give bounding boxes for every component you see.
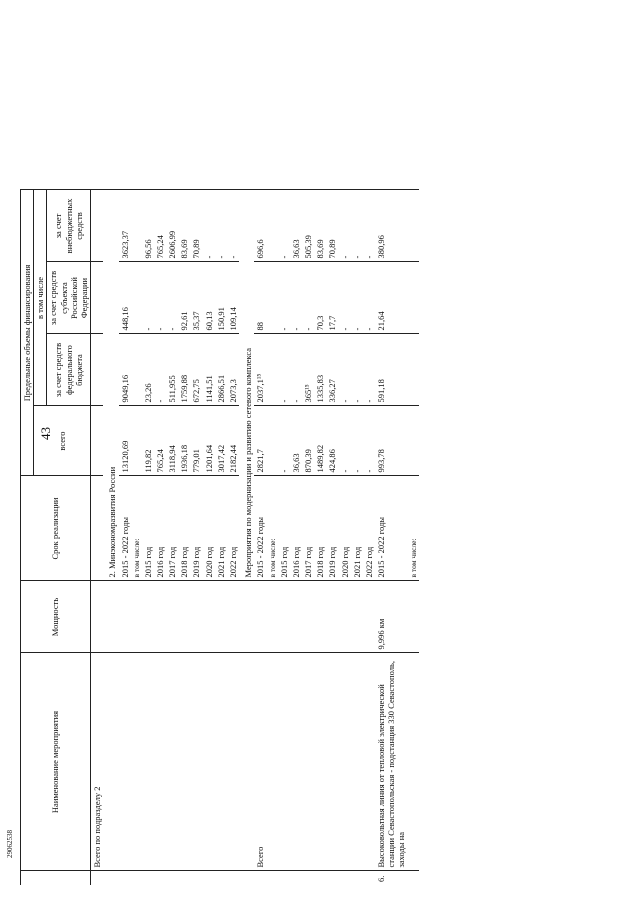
cell-power (227, 581, 239, 653)
cell-total: - (339, 406, 351, 476)
cell-n: 6. (375, 871, 408, 885)
cell-power (302, 581, 314, 653)
header-extra: за счет внебюджетных средств (47, 190, 91, 262)
cell-name (203, 653, 215, 871)
cell-fed: 2866,51 (215, 334, 227, 406)
cell-name (302, 653, 314, 871)
table-row (267, 30, 278, 885)
cell-power (203, 581, 215, 653)
cell-total: 119,82 (142, 406, 154, 476)
cell-reg (131, 262, 142, 334)
cell-name (215, 653, 227, 871)
cell-total: 1489,82 (314, 406, 326, 476)
cell-fed: 1335,83 (314, 334, 326, 406)
cell-total: 2182,44 (227, 406, 239, 476)
cell-name (290, 653, 302, 871)
row-spacer (178, 30, 190, 190)
cell-ext: 380,96 (375, 190, 408, 262)
cell-n (103, 871, 118, 885)
cell-power (178, 581, 190, 653)
cell-name (119, 653, 131, 871)
cell-reg: - (278, 262, 290, 334)
table-row (131, 30, 142, 885)
table-row (302, 30, 314, 885)
cell-term: 2018 год (178, 476, 190, 581)
cell-power (254, 581, 266, 653)
cell-ext: 83,69 (314, 190, 326, 262)
cell-name (166, 653, 178, 871)
cell-reg (267, 262, 278, 334)
cell-term: 2019 год (326, 476, 338, 581)
row-spacer (351, 30, 363, 190)
cell-n (119, 871, 131, 885)
cell-reg (91, 262, 104, 334)
cell-term: 2. Минэкономразвития России (103, 190, 118, 581)
cell-total: 779,01 (190, 406, 202, 476)
cell-power (278, 581, 290, 653)
table-row (178, 30, 190, 885)
footer-code: 29062538 (6, 830, 14, 858)
cell-power (363, 581, 375, 653)
table-body (91, 30, 419, 885)
financing-table (20, 30, 419, 885)
cell-fed: - (339, 334, 351, 406)
header-power: Мощность (21, 581, 91, 653)
cell-ext: - (227, 190, 239, 262)
cell-power (239, 581, 254, 653)
cell-power: 9,996 км (375, 581, 408, 653)
row-spacer (203, 30, 215, 190)
cell-ext: 765,24 (154, 190, 166, 262)
cell-fed: 2073,3 (227, 334, 239, 406)
table-row (408, 30, 419, 885)
cell-power (314, 581, 326, 653)
cell-name (314, 653, 326, 871)
cell-n (363, 871, 375, 885)
cell-n (131, 871, 142, 885)
table-row (215, 30, 227, 885)
cell-fed: - (351, 334, 363, 406)
cell-reg: 150,91 (215, 262, 227, 334)
row-spacer (254, 30, 266, 190)
cell-term: 2017 год (166, 476, 178, 581)
cell-reg: 17,7 (326, 262, 338, 334)
cell-fed (408, 334, 419, 406)
header-term: Срок реализации (21, 476, 91, 581)
cell-reg: - (142, 262, 154, 334)
cell-ext (91, 190, 104, 262)
cell-fed: 336,27 (326, 334, 338, 406)
table-row (290, 30, 302, 885)
table-row (326, 30, 338, 885)
cell-power (91, 581, 104, 653)
table-row (339, 30, 351, 885)
cell-n (314, 871, 326, 885)
cell-term: 2022 год (227, 476, 239, 581)
cell-ext: 2606,99 (166, 190, 178, 262)
cell-ext: 505,39 (302, 190, 314, 262)
cell-power (166, 581, 178, 653)
cell-fed (131, 334, 142, 406)
cell-fed: 23,26 (142, 334, 154, 406)
cell-power (408, 581, 419, 653)
row-spacer (119, 30, 131, 190)
cell-fed: 365¹⁵ (302, 334, 314, 406)
cell-name (363, 653, 375, 871)
cell-power (339, 581, 351, 653)
row-spacer (290, 30, 302, 190)
header-incl: в том числе (34, 190, 47, 406)
cell-name (239, 653, 254, 871)
row-spacer (91, 30, 104, 190)
table-row (239, 30, 254, 885)
cell-name (142, 653, 154, 871)
cell-name: Всего по подразделу 2 (91, 653, 104, 871)
cell-reg: 21,64 (375, 262, 408, 334)
cell-n (290, 871, 302, 885)
cell-n (203, 871, 215, 885)
cell-term (91, 476, 104, 581)
table-row (351, 30, 363, 885)
table-row (166, 30, 178, 885)
cell-name (267, 653, 278, 871)
cell-name: Высоковольтная линия от тепловой электрической станции Севастопольская - подстанция 330 Севастополь, заходы на (375, 653, 408, 871)
cell-reg: - (290, 262, 302, 334)
cell-term: 2018 год (314, 476, 326, 581)
header-limits: Предельные объемы финансирования (21, 190, 34, 476)
table-row (91, 30, 104, 885)
table-row (154, 30, 166, 885)
header-federal: за счет средств федерального бюджета (47, 334, 91, 406)
row-spacer (142, 30, 154, 190)
cell-n (154, 871, 166, 885)
cell-fed: 672,75 (190, 334, 202, 406)
cell-n (326, 871, 338, 885)
cell-name (131, 653, 142, 871)
header-regional: за счет средств субъекта Российской Федерации (47, 262, 91, 334)
cell-ext: - (215, 190, 227, 262)
table-row (375, 30, 408, 885)
cell-reg: 60,13 (203, 262, 215, 334)
cell-fed: - (290, 334, 302, 406)
cell-name (326, 653, 338, 871)
cell-term: 2020 год (339, 476, 351, 581)
cell-term: 2019 год (190, 476, 202, 581)
cell-n (339, 871, 351, 885)
cell-reg: - (302, 262, 314, 334)
cell-fed: 1141,51 (203, 334, 215, 406)
cell-ext: 96,56 (142, 190, 154, 262)
table-row (314, 30, 326, 885)
cell-n (254, 871, 266, 885)
cell-term: 2021 год (215, 476, 227, 581)
cell-reg: 70,3 (314, 262, 326, 334)
row-spacer (154, 30, 166, 190)
header-name: Наименование мероприятия (21, 653, 91, 871)
cell-term: 2015 год (278, 476, 290, 581)
cell-ext (267, 190, 278, 262)
header-total: всего (34, 406, 91, 476)
cell-total: - (351, 406, 363, 476)
row-spacer (239, 30, 254, 190)
cell-power (215, 581, 227, 653)
page-number: 43 (38, 427, 53, 440)
cell-fed: 9049,16 (119, 334, 131, 406)
cell-total (91, 406, 104, 476)
cell-reg (408, 262, 419, 334)
cell-name (227, 653, 239, 871)
row-spacer (278, 30, 290, 190)
cell-term: в том числе: (131, 476, 142, 581)
cell-reg: 92,61 (178, 262, 190, 334)
cell-ext: 83,69 (178, 190, 190, 262)
row-spacer (314, 30, 326, 190)
cell-total: - (278, 406, 290, 476)
table-row (278, 30, 290, 885)
cell-term: 2021 год (351, 476, 363, 581)
cell-power (326, 581, 338, 653)
cell-n (239, 871, 254, 885)
cell-n (227, 871, 239, 885)
cell-reg: 109,14 (227, 262, 239, 334)
cell-power (142, 581, 154, 653)
cell-term: 2015 год (142, 476, 154, 581)
cell-term: Мероприятия по модернизации и развитию сетевого комплекса (239, 190, 254, 581)
row-spacer (103, 30, 118, 190)
cell-total: 3118,94 (166, 406, 178, 476)
cell-total: 765,24 (154, 406, 166, 476)
cell-total: 993,78 (375, 406, 408, 476)
rotated-table-area (20, 25, 620, 885)
cell-term: 2020 год (203, 476, 215, 581)
cell-ext: - (351, 190, 363, 262)
cell-name (154, 653, 166, 871)
cell-power (290, 581, 302, 653)
row-spacer (302, 30, 314, 190)
cell-n (408, 871, 419, 885)
cell-power (119, 581, 131, 653)
cell-name: Всего (254, 653, 266, 871)
table-row (203, 30, 215, 885)
table-row (363, 30, 375, 885)
cell-power (267, 581, 278, 653)
cell-total: 1201,64 (203, 406, 215, 476)
cell-term: 2022 год (363, 476, 375, 581)
cell-reg: 88 (254, 262, 266, 334)
cell-name (278, 653, 290, 871)
row-spacer (215, 30, 227, 190)
cell-ext: 3623,37 (119, 190, 131, 262)
table-row (119, 30, 131, 885)
cell-name (190, 653, 202, 871)
cell-n (190, 871, 202, 885)
cell-term: 2015 - 2022 годы (254, 476, 266, 581)
cell-reg: - (351, 262, 363, 334)
cell-term: 2016 год (154, 476, 166, 581)
cell-n (302, 871, 314, 885)
cell-ext (408, 190, 419, 262)
row-spacer (190, 30, 202, 190)
row-spacer (267, 30, 278, 190)
cell-reg: 35,37 (190, 262, 202, 334)
cell-n (278, 871, 290, 885)
cell-n (166, 871, 178, 885)
cell-total (408, 406, 419, 476)
row-spacer (375, 30, 408, 190)
cell-name (408, 653, 419, 871)
cell-fed: 2037,1¹⁵ (254, 334, 266, 406)
cell-ext: 70,89 (326, 190, 338, 262)
cell-term: 2015 - 2022 годы (119, 476, 131, 581)
row-spacer (227, 30, 239, 190)
row-spacer (166, 30, 178, 190)
row-spacer (326, 30, 338, 190)
cell-term: в том числе: (267, 476, 278, 581)
cell-reg: - (166, 262, 178, 334)
cell-fed: - (154, 334, 166, 406)
table-row (103, 30, 118, 885)
cell-ext: - (278, 190, 290, 262)
cell-ext: 696,6 (254, 190, 266, 262)
cell-reg: 448,16 (119, 262, 131, 334)
cell-total: 1936,18 (178, 406, 190, 476)
cell-total: 13120,69 (119, 406, 131, 476)
cell-name (178, 653, 190, 871)
table-row (142, 30, 154, 885)
cell-total: 36,63 (290, 406, 302, 476)
cell-total: 870,39 (302, 406, 314, 476)
table-row (227, 30, 239, 885)
cell-name (351, 653, 363, 871)
cell-fed (91, 334, 104, 406)
cell-total: - (363, 406, 375, 476)
cell-term: 2015 - 2022 годы (375, 476, 408, 581)
cell-n (142, 871, 154, 885)
cell-name (103, 653, 118, 871)
cell-total: 3017,42 (215, 406, 227, 476)
cell-ext (131, 190, 142, 262)
cell-fed: 511,955 (166, 334, 178, 406)
cell-n (267, 871, 278, 885)
cell-reg: - (339, 262, 351, 334)
table-row (190, 30, 202, 885)
cell-fed: 1759,88 (178, 334, 190, 406)
cell-reg: - (154, 262, 166, 334)
cell-total (267, 406, 278, 476)
cell-total: 424,86 (326, 406, 338, 476)
table-row (254, 30, 266, 885)
cell-power (351, 581, 363, 653)
cell-term: в том числе: (408, 476, 419, 581)
cell-fed (267, 334, 278, 406)
cell-ext: 70,89 (190, 190, 202, 262)
cell-total (131, 406, 142, 476)
row-spacer (408, 30, 419, 190)
row-spacer (339, 30, 351, 190)
cell-power (131, 581, 142, 653)
cell-power (190, 581, 202, 653)
cell-reg: - (363, 262, 375, 334)
cell-ext: - (363, 190, 375, 262)
cell-n (178, 871, 190, 885)
cell-n (91, 871, 104, 885)
cell-n (351, 871, 363, 885)
cell-ext: - (203, 190, 215, 262)
row-spacer (131, 30, 142, 190)
cell-ext: - (339, 190, 351, 262)
cell-total: 2821,7 (254, 406, 266, 476)
cell-fed: - (363, 334, 375, 406)
cell-power (103, 581, 118, 653)
cell-power (154, 581, 166, 653)
cell-ext: 36,63 (290, 190, 302, 262)
header-spacer (21, 30, 91, 190)
cell-n (215, 871, 227, 885)
cell-term: 2016 год (290, 476, 302, 581)
cell-term: 2017 год (302, 476, 314, 581)
cell-name (339, 653, 351, 871)
cell-fed: 591,18 (375, 334, 408, 406)
cell-fed: - (278, 334, 290, 406)
col-n-header (21, 871, 91, 885)
row-spacer (363, 30, 375, 190)
